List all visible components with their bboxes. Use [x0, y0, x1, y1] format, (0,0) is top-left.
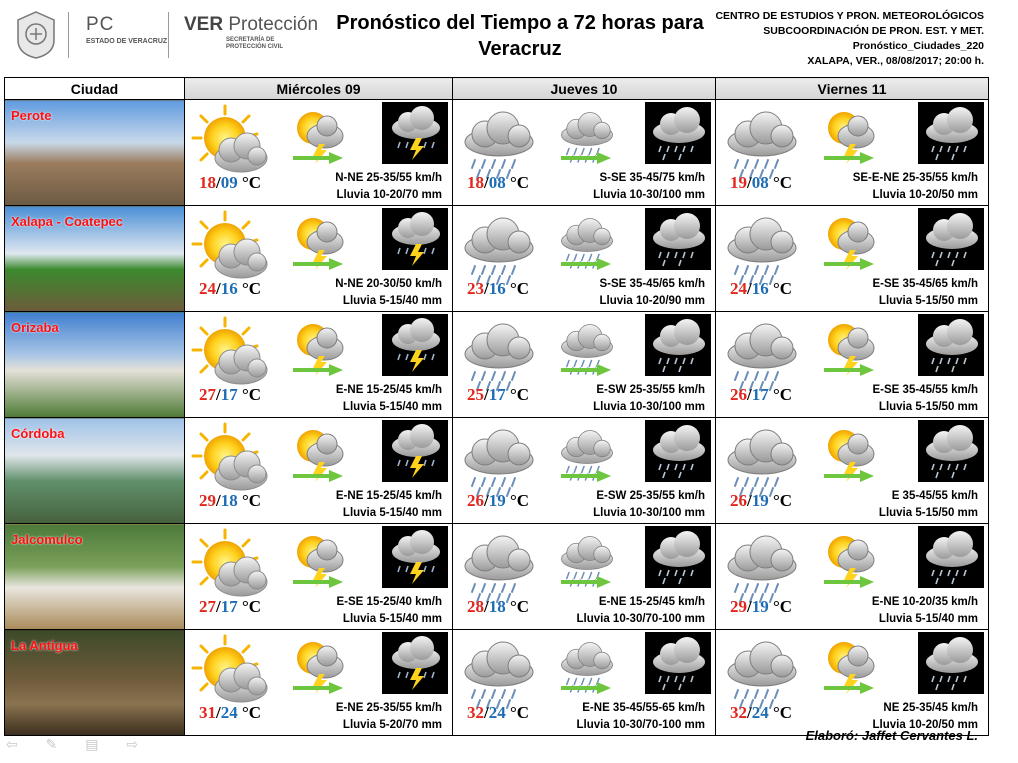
column-header-day3: Viernes 11	[716, 78, 989, 100]
wind-arrow-icon	[561, 682, 611, 694]
temperature: 26/17 °C	[730, 385, 793, 404]
temperature: 26/19 °C	[730, 491, 793, 510]
rain-forecast: Lluvia 5-15/50 mm	[878, 507, 978, 519]
table-row	[5, 100, 989, 206]
city-name: Orizaba	[11, 320, 59, 335]
wind-forecast: E-NE 25-35/55 km/h	[335, 702, 442, 714]
temperature: 32/24 °C	[467, 703, 530, 722]
night-weather-icon	[382, 526, 448, 588]
wind-forecast: E-NE 15-25/45 km/h	[335, 490, 442, 502]
night-weather-icon	[382, 208, 448, 270]
rain-forecast: Lluvia 10-20/50 mm	[872, 719, 978, 731]
forecast-cell-d1	[185, 312, 453, 418]
day-weather-icon	[722, 528, 802, 604]
wind-forecast: E-NE 15-25/45 km/h	[335, 384, 442, 396]
day-weather-icon	[459, 210, 539, 286]
rain-forecast: Lluvia 10-20/90 mm	[599, 295, 705, 307]
column-header-day1: Miércoles 09	[185, 78, 453, 100]
night-weather-icon	[382, 102, 448, 164]
wind-arrow-icon	[824, 152, 874, 164]
temperature: 32/24 °C	[730, 703, 793, 722]
city-name: Perote	[11, 108, 52, 123]
night-weather-icon	[645, 632, 711, 694]
rain-forecast: Lluvia 10-30/100 mm	[593, 401, 705, 413]
day-weather-icon	[459, 104, 539, 180]
city-name: Córdoba	[11, 426, 65, 441]
forecast-cell-d2	[453, 418, 716, 524]
ver-proteccion-logo: VER Protección	[184, 14, 319, 35]
rain-forecast: Lluvia 10-30/100 mm	[593, 507, 705, 519]
forecast-cell-d3	[716, 100, 989, 206]
table-row	[5, 312, 989, 418]
rain-forecast: Lluvia 5-15/50 mm	[878, 401, 978, 413]
wind-forecast: E-SE 35-45/55 km/h	[872, 384, 978, 396]
city-photo	[5, 312, 185, 418]
table-header-row	[5, 78, 989, 100]
wind-forecast: S-SE 35-45/75 km/h	[599, 172, 705, 184]
day-weather-icon	[191, 104, 271, 180]
rain-forecast: Lluvia 10-20/70 mm	[336, 189, 442, 201]
day-weather-icon	[722, 316, 802, 392]
day-weather-icon	[722, 210, 802, 286]
rain-forecast: Lluvia 10-30/70-100 mm	[576, 719, 705, 731]
divider	[68, 12, 69, 58]
city-photo	[5, 524, 185, 630]
column-header-city: Ciudad	[5, 78, 185, 100]
wind-forecast: NE 25-35/45 km/h	[883, 702, 978, 714]
temperature: 24/16 °C	[199, 279, 262, 298]
night-weather-icon	[382, 314, 448, 376]
wind-forecast: E-NE 15-25/45 km/h	[598, 596, 705, 608]
temperature: 24/16 °C	[730, 279, 793, 298]
wind-arrow-icon	[293, 470, 343, 482]
forecast-cell-d3	[716, 524, 989, 630]
day-weather-icon	[722, 634, 802, 710]
temperature: 28/18 °C	[467, 597, 530, 616]
wind-forecast: E-NE 10-20/35 km/h	[871, 596, 978, 608]
rain-forecast: Lluvia 5-15/40 mm	[342, 401, 442, 413]
day-weather-icon	[191, 528, 271, 604]
wind-forecast: E-NE 35-45/55-65 km/h	[582, 702, 705, 714]
temperature: 26/19 °C	[467, 491, 530, 510]
temperature: 19/08 °C	[730, 173, 793, 192]
wind-arrow-icon	[293, 576, 343, 588]
day-weather-icon	[722, 104, 802, 180]
forecast-cell-d2	[453, 206, 716, 312]
night-weather-icon	[645, 102, 711, 164]
temperature: 27/17 °C	[199, 385, 262, 404]
night-weather-icon	[382, 632, 448, 694]
wind-forecast: E 35-45/55 km/h	[891, 490, 978, 502]
page-title: Pronóstico del Tiempo a 72 horas para Veracruz	[336, 12, 704, 60]
temperature: 31/24 °C	[199, 703, 262, 722]
slide-nav-controls[interactable]: ⇦ ✎ ▤ ⇨	[6, 736, 151, 752]
night-weather-icon	[918, 314, 984, 376]
wind-arrow-icon	[293, 152, 343, 164]
wind-arrow-icon	[824, 470, 874, 482]
temperature: 23/16 °C	[467, 279, 530, 298]
forecast-cell-d1	[185, 206, 453, 312]
night-weather-icon	[382, 420, 448, 482]
wind-arrow-icon	[824, 682, 874, 694]
rain-forecast: Lluvia 5-20/70 mm	[342, 719, 442, 731]
city-photo	[5, 630, 185, 736]
issuer-block: CENTRO DE ESTUDIOS Y PRON. METEOROLÓGICOS SUBCOORDINACIÓN DE PRON. EST. Y MET. Pronóstico_Ciudades_220 XALAPA, VER., 08/08/2017; 20:00 h.	[715, 10, 984, 67]
city-photo	[5, 206, 185, 312]
night-weather-icon	[918, 420, 984, 482]
forecast-cell-d1	[185, 100, 453, 206]
temperature: 29/18 °C	[199, 491, 262, 510]
forecast-cell-d3	[716, 630, 989, 736]
night-weather-icon	[645, 526, 711, 588]
rain-forecast: Lluvia 10-30/70-100 mm	[576, 613, 705, 625]
forecast-cell-d1	[185, 418, 453, 524]
column-header-day2: Jueves 10	[453, 78, 716, 100]
wind-forecast: E-SE 15-25/40 km/h	[336, 596, 442, 608]
night-weather-icon	[918, 208, 984, 270]
rain-forecast: Lluvia 5-15/40 mm	[878, 613, 978, 625]
wind-forecast: S-SE 35-45/65 km/h	[599, 278, 705, 290]
wind-arrow-icon	[561, 364, 611, 376]
forecast-cell-d3	[716, 206, 989, 312]
night-weather-icon	[918, 102, 984, 164]
wind-arrow-icon	[824, 364, 874, 376]
forecast-cell-d3	[716, 312, 989, 418]
day-weather-icon	[191, 316, 271, 392]
night-weather-icon	[918, 526, 984, 588]
table-row	[5, 630, 989, 736]
pc-logo-text: PC	[86, 14, 115, 35]
city-photo	[5, 100, 185, 206]
wind-forecast: E-SW 25-35/55 km/h	[596, 384, 705, 396]
forecast-table	[4, 77, 989, 736]
day-weather-icon	[459, 422, 539, 498]
rain-forecast: Lluvia 10-20/50 mm	[872, 189, 978, 201]
wind-arrow-icon	[561, 470, 611, 482]
day-weather-icon	[722, 422, 802, 498]
night-weather-icon	[918, 632, 984, 694]
day-weather-icon	[191, 422, 271, 498]
temperature: 25/17 °C	[467, 385, 530, 404]
city-name: Xalapa - Coatepec	[11, 214, 123, 229]
temperature: 18/08 °C	[467, 173, 530, 192]
day-weather-icon	[191, 634, 271, 710]
wind-arrow-icon	[293, 364, 343, 376]
day-weather-icon	[191, 210, 271, 286]
temperature: 27/17 °C	[199, 597, 262, 616]
forecast-cell-d2	[453, 630, 716, 736]
rain-forecast: Lluvia 5-15/50 mm	[878, 295, 978, 307]
divider	[168, 12, 169, 58]
wind-arrow-icon	[293, 682, 343, 694]
wind-arrow-icon	[824, 258, 874, 270]
wind-forecast: E-SE 35-45/65 km/h	[872, 278, 978, 290]
table-row	[5, 206, 989, 312]
day-weather-icon	[459, 634, 539, 710]
forecast-cell-d2	[453, 524, 716, 630]
temperature: 18/09 °C	[199, 173, 262, 192]
forecast-cell-d2	[453, 100, 716, 206]
city-name: Jalcomulco	[11, 532, 83, 547]
wind-arrow-icon	[561, 576, 611, 588]
forecast-cell-d3	[716, 418, 989, 524]
wind-forecast: N-NE 20-30/50 km/h	[335, 278, 442, 290]
night-weather-icon	[645, 208, 711, 270]
day-weather-icon	[459, 528, 539, 604]
rain-forecast: Lluvia 5-15/40 mm	[342, 613, 442, 625]
forecast-cell-d2	[453, 312, 716, 418]
forecast-cell-d1	[185, 524, 453, 630]
pc-logo-subtext: ESTADO DE VERACRUZ	[86, 38, 168, 45]
night-weather-icon	[645, 314, 711, 376]
rain-forecast: Lluvia 5-15/40 mm	[342, 507, 442, 519]
veracruz-seal-icon	[14, 10, 58, 60]
rain-forecast: Lluvia 5-15/40 mm	[342, 295, 442, 307]
wind-arrow-icon	[561, 258, 611, 270]
city-photo	[5, 418, 185, 524]
rain-forecast: Lluvia 10-30/100 mm	[593, 189, 705, 201]
wind-forecast: SE-E-NE 25-35/55 km/h	[852, 172, 978, 184]
wind-arrow-icon	[293, 258, 343, 270]
city-name: La Antigua	[11, 638, 78, 653]
wind-forecast: N-NE 25-35/55 km/h	[335, 172, 442, 184]
forecast-cell-d1	[185, 630, 453, 736]
ver-proteccion-subtext: SECRETARÍA DE PROTECCIÓN CIVIL	[226, 37, 284, 50]
wind-forecast: E-SW 25-35/55 km/h	[596, 490, 705, 502]
day-weather-icon	[459, 316, 539, 392]
author-credit: Elaboró: Jaffet Cervantes L.	[805, 728, 978, 743]
wind-arrow-icon	[561, 152, 611, 164]
page-header	[0, 0, 1018, 76]
table-row	[5, 524, 989, 630]
night-weather-icon	[645, 420, 711, 482]
temperature: 29/19 °C	[730, 597, 793, 616]
wind-arrow-icon	[824, 576, 874, 588]
table-row	[5, 418, 989, 524]
